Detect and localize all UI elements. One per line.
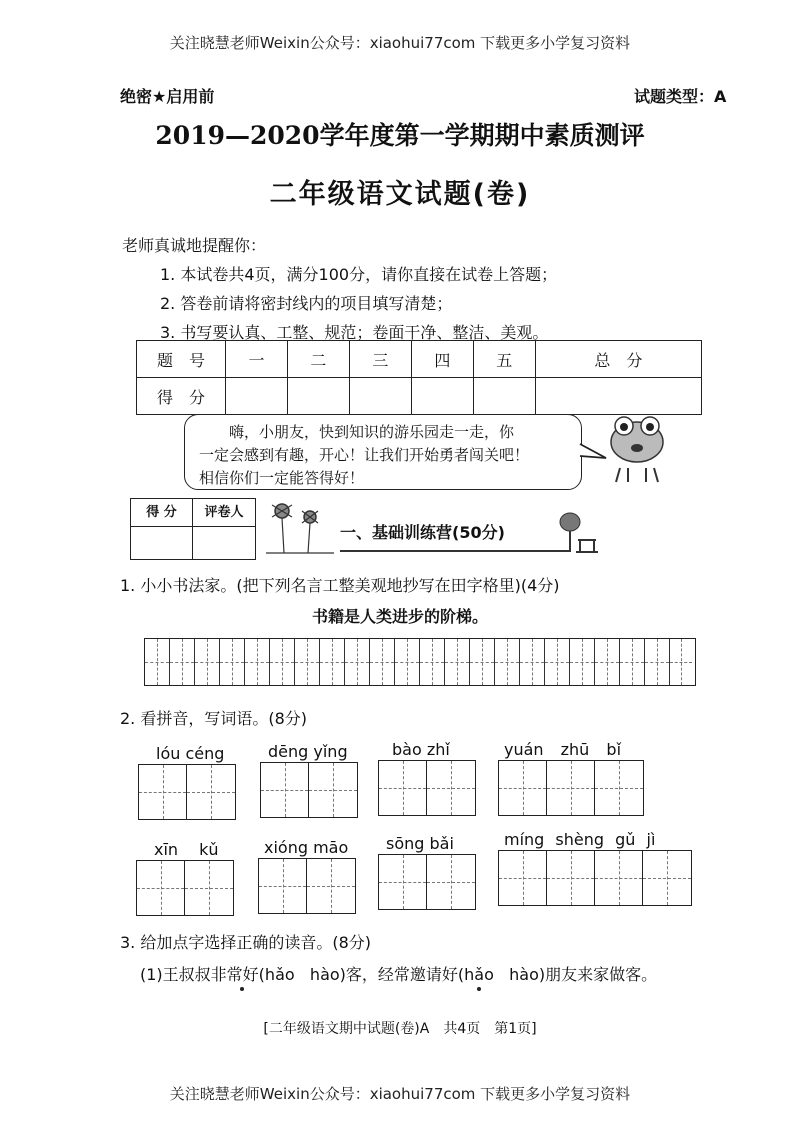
grader-name-label: 评卷人 (193, 499, 255, 527)
answer-box[interactable] (138, 764, 236, 820)
answer-box[interactable] (378, 854, 476, 910)
q1-prompt: 1. 小小书法家。(把下列名言工整美观地抄写在田字格里)(4分) (120, 576, 560, 595)
tree-bench-icon (556, 510, 600, 554)
secret-label: 绝密★启用前 (120, 87, 215, 106)
page-footer: [二年级语文期中试题(卷)A 共4页 第1页] (263, 1021, 537, 1037)
answer-box[interactable] (378, 760, 476, 816)
answer-box[interactable] (136, 860, 234, 916)
pinyin: lóu céng (156, 744, 225, 763)
score-table-header: 一 (226, 341, 288, 378)
q3-text: (1)王叔叔非常好( (140, 965, 265, 984)
pinyin: xīn kǔ (154, 840, 219, 859)
score-table-header: 三 (349, 341, 411, 378)
section-title: 一、基础训练营(50分) (340, 523, 505, 542)
q1-writing-grid[interactable] (144, 638, 696, 686)
q2-prompt: 2. 看拼音，写词语。(8分) (120, 709, 308, 728)
score-cell[interactable] (226, 378, 288, 415)
score-cell[interactable] (349, 378, 411, 415)
reminder-item: 1. 本试卷共4页，满分100分，请你直接在试卷上答题； (160, 265, 558, 284)
q1-sentence: 书籍是人类进步的阶梯。 (311, 607, 488, 626)
bubble-line: 相信你们一定能答得好！ (199, 469, 365, 487)
bubble-line: 嗨，小朋友，快到知识的游乐园走一走，你 (229, 423, 515, 441)
pinyin: míng shèng gǔ jì (504, 830, 656, 849)
exam-title: 2019—2020学年度第一学期期中素质测评 (155, 121, 645, 150)
bubble-line: 一定会感到有趣，开心！让我们开始勇者闯关吧！ (199, 446, 530, 464)
speech-bubble (184, 414, 582, 490)
grader-score-input[interactable] (131, 527, 193, 559)
grader-box (130, 498, 256, 560)
answer-box[interactable] (260, 762, 358, 818)
score-table-header: 四 (411, 341, 473, 378)
answer-box[interactable] (258, 858, 356, 914)
reminder-item: 3. 书写要认真、工整、规范；卷面干净、整洁、美观。 (160, 323, 549, 342)
reminder-item: 2. 答卷前请将密封线内的项目填写清楚； (160, 294, 453, 313)
answer-box[interactable] (498, 850, 692, 906)
score-table-header: 二 (287, 341, 349, 378)
option-hao3[interactable]: hǎo (264, 965, 295, 984)
pinyin: xióng māo (264, 838, 349, 857)
score-cell[interactable] (411, 378, 473, 415)
emphasis-dot (240, 987, 244, 991)
flowers-icon (262, 495, 338, 557)
option-hao4[interactable]: hào (309, 965, 340, 984)
watermark-top: 关注晓慧老师Weixin公众号：xiaohui77com 下载更多小学复习资料 (169, 34, 631, 52)
watermark-bottom: 关注晓慧老师Weixin公众号：xiaohui77com 下载更多小学复习资料 (169, 1085, 631, 1103)
q3-text: )朋友来家做客。 (538, 965, 658, 984)
score-cell[interactable] (473, 378, 535, 415)
score-table (136, 340, 702, 415)
reminder-heading: 老师真诚地提醒你： (122, 236, 267, 255)
option-hao4[interactable]: hào (509, 965, 539, 984)
grader-name-input[interactable] (193, 527, 255, 559)
score-cell[interactable] (287, 378, 349, 415)
frog-icon (602, 408, 672, 488)
exam-subtitle: 二年级语文试题(卷) (269, 179, 531, 210)
grader-score-label: 得 分 (131, 499, 193, 527)
emphasis-dot (477, 987, 481, 991)
pinyin: bào zhǐ (392, 740, 450, 759)
q3-prompt: 3. 给加点字选择正确的读音。(8分) (120, 933, 372, 952)
answer-box[interactable] (498, 760, 644, 816)
q3-item (140, 962, 657, 985)
q3-text: )客，经常邀请好( (339, 965, 465, 984)
pinyin: yuán zhū bǐ (504, 740, 622, 759)
score-table-header: 五 (473, 341, 535, 378)
score-table-header: 总 分 (535, 341, 701, 378)
score-row-label: 得 分 (137, 378, 226, 415)
score-table-header: 题 号 (137, 341, 226, 378)
section-underline (340, 550, 570, 552)
pinyin: dēng yǐng (268, 742, 348, 761)
pinyin: sōng bǎi (386, 834, 454, 853)
option-hao3[interactable]: hǎo (464, 965, 494, 984)
exam-type: 试题类型：A (634, 87, 727, 106)
